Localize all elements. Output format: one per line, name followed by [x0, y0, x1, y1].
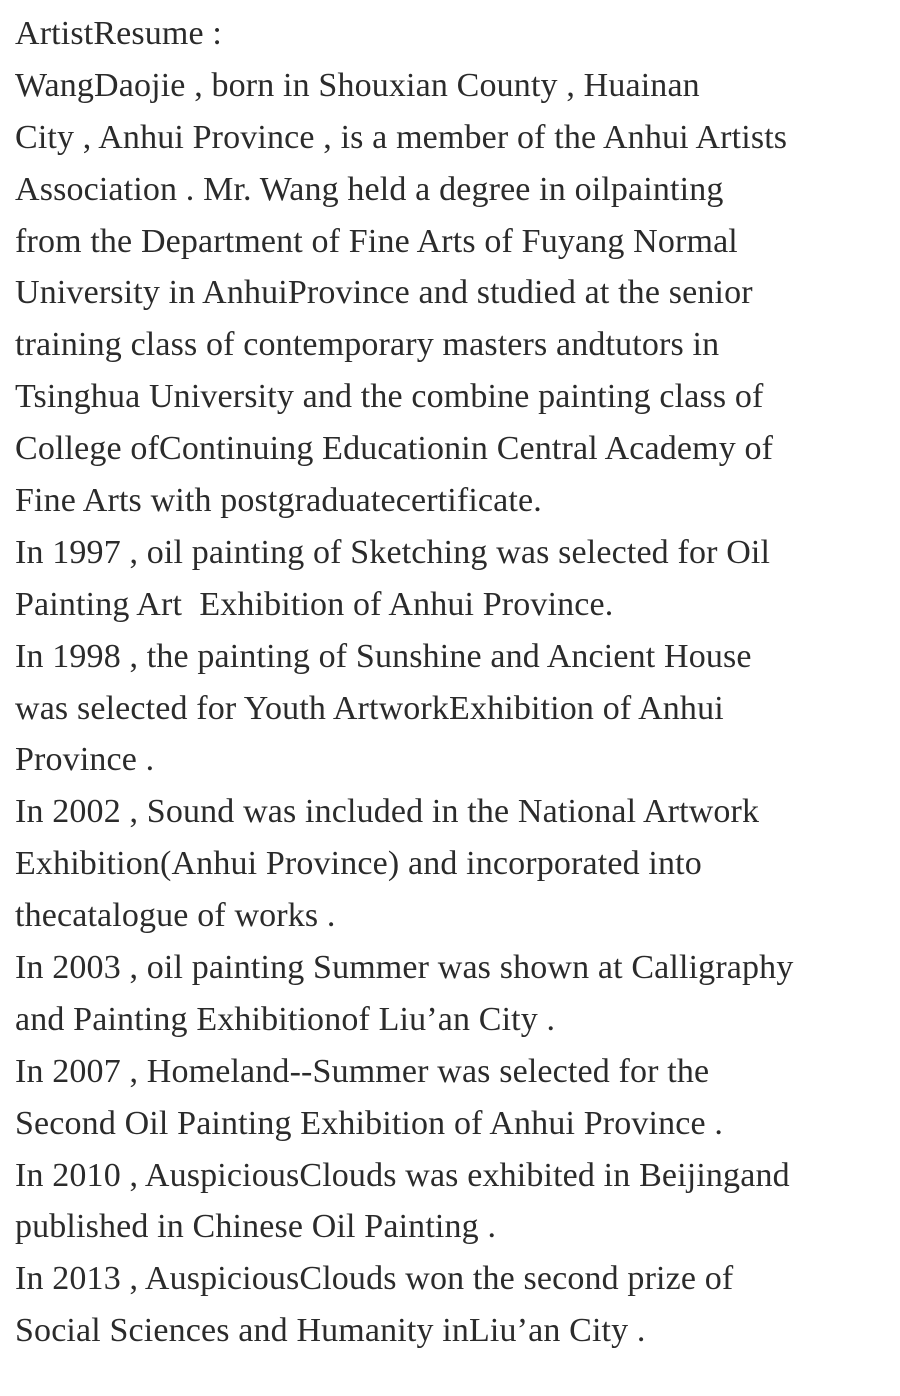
text-line: Province .: [15, 741, 155, 779]
text-line: City , Anhui Province , is a member of the Anhui Artists: [15, 118, 788, 156]
text-line: Social Sciences and Humanity inLiu’an City .: [15, 1312, 646, 1350]
text-line: University in AnhuiProvince and studied at the senior: [15, 274, 753, 312]
text-line: published in Chinese Oil Painting .: [15, 1208, 497, 1246]
text-line: In 2003 , oil painting Summer was shown at Calligraphy: [15, 949, 794, 987]
resume-document: [15, 8, 895, 1357]
text-line: Exhibition(Anhui Province) and incorporated into: [15, 845, 702, 883]
text-line: thecatalogue of works .: [15, 897, 336, 935]
text-line: training class of contemporary masters andtutors in: [15, 326, 720, 364]
text-line: Fine Arts with postgraduatecertificate.: [15, 482, 542, 520]
text-line: In 1998 , the painting of Sunshine and Ancient House: [15, 637, 752, 675]
text-line: In 2010 , AuspiciousClouds was exhibited in Beijingand: [15, 1156, 790, 1194]
text-line: from the Department of Fine Arts of Fuyang Normal: [15, 222, 738, 260]
text-line: Painting Art Exhibition of Anhui Province.: [15, 585, 614, 623]
text-line: In 2002 , Sound was included in the National Artwork: [15, 793, 760, 831]
text-line: Second Oil Painting Exhibition of Anhui Province .: [15, 1104, 724, 1142]
text-line: In 2007 , Homeland--Summer was selected for the: [15, 1052, 710, 1090]
text-line: Tsinghua University and the combine painting class of: [15, 378, 764, 416]
text-line: In 1997 , oil painting of Sketching was selected for Oil: [15, 533, 771, 571]
text-line: College ofContinuing Educationin Central Academy of: [15, 430, 774, 468]
text-line: was selected for Youth ArtworkExhibition of Anhui: [15, 689, 724, 727]
text-line: WangDaojie , born in Shouxian County , Huainan: [15, 66, 700, 104]
resume-heading: ArtistResume :: [15, 15, 222, 52]
text-line: and Painting Exhibitionof Liu’an City .: [15, 1000, 556, 1038]
text-line: Association . Mr. Wang held a degree in oilpainting: [15, 170, 724, 208]
text-line: In 2013 , AuspiciousClouds won the second prize of: [15, 1260, 734, 1298]
